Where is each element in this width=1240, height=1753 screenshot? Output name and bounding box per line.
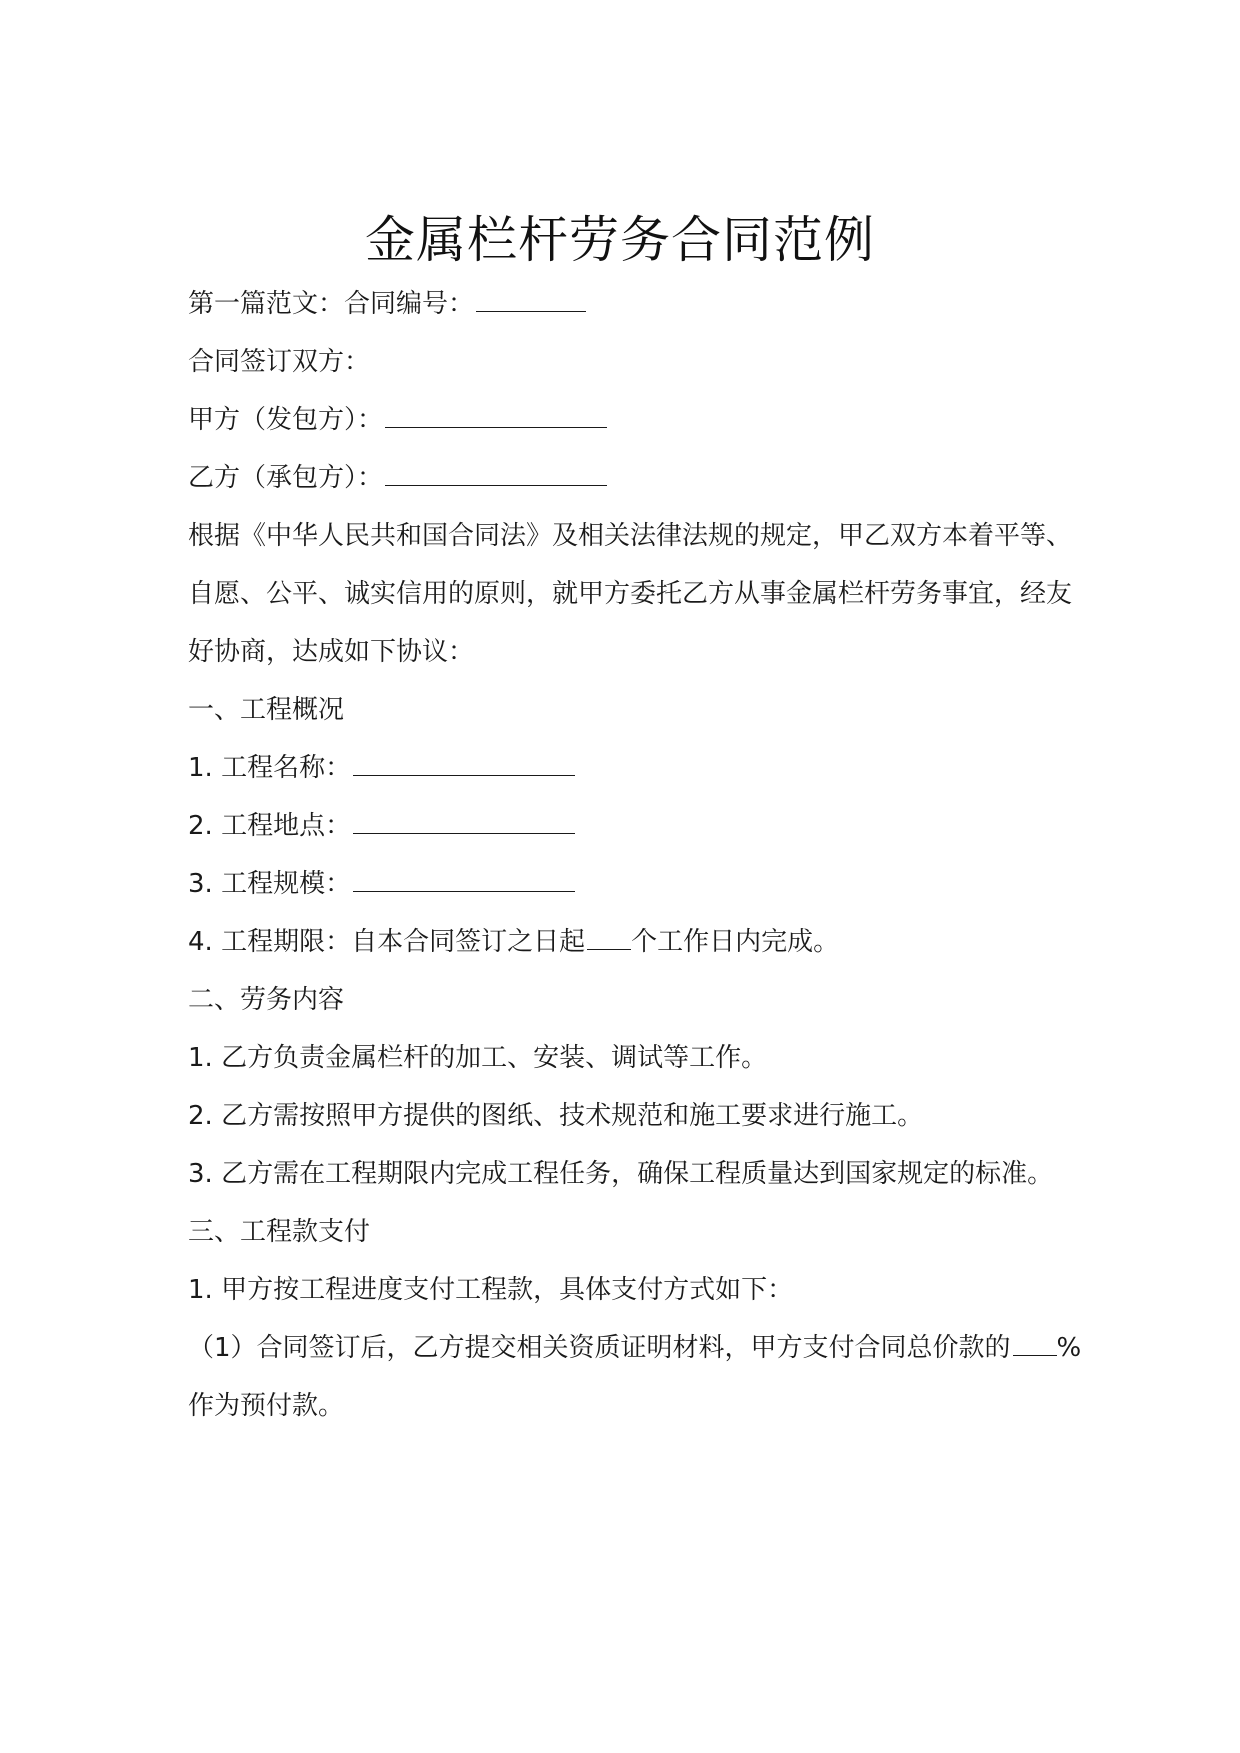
party-b-label: 乙方（承包方）：	[188, 463, 384, 493]
preamble-text-2: 自愿、公平、诚实信用的原则，就甲方委托乙方从事金属栏杆劳务事宜，经友	[188, 579, 1073, 609]
project-scale-blank	[353, 865, 575, 892]
preamble-line-3	[188, 632, 474, 672]
contract-number-label: 第一篇范文：合同编号：	[188, 289, 475, 319]
payment-item-1-text: 1. 甲方按工程进度支付工程款，具体支付方式如下：	[188, 1275, 794, 1305]
payment-item-1	[188, 1270, 793, 1310]
project-duration-blank	[587, 923, 631, 950]
project-duration-label: 4. 工程期限：自本合同签订之日起	[188, 927, 586, 957]
preamble-text-3: 好协商，达成如下协议：	[188, 637, 475, 667]
project-name-label: 1. 工程名称：	[188, 753, 352, 783]
project-location-blank	[353, 807, 575, 834]
payment-percent-sign: %	[1056, 1333, 1082, 1363]
party-a-blank	[385, 401, 607, 428]
section-2-heading	[188, 980, 344, 1020]
service-item-3	[188, 1154, 1053, 1194]
service-item-2-text: 2. 乙方需按照甲方提供的图纸、技术规范和施工要求进行施工。	[188, 1101, 924, 1131]
service-item-1	[188, 1038, 767, 1078]
party-a-label: 甲方（发包方）：	[188, 405, 384, 435]
parties-heading-text: 合同签订双方：	[188, 347, 371, 377]
preamble-line-2	[188, 574, 1072, 614]
party-a-line	[188, 400, 607, 440]
contract-number-blank	[476, 285, 586, 312]
section-1-heading	[188, 690, 344, 730]
party-b-line	[188, 458, 607, 498]
service-item-3-text: 3. 乙方需在工程期限内完成工程任务，确保工程质量达到国家规定的标准。	[188, 1159, 1054, 1189]
service-item-2	[188, 1096, 923, 1136]
payment-subitem-1-text: （1）合同签订后，乙方提交相关资质证明材料，甲方支付合同总价款的	[188, 1333, 1011, 1363]
section-2-heading-text: 二、劳务内容	[188, 985, 345, 1015]
preamble-text-1: 根据《中华人民共和国合同法》及相关法律法规的规定，甲乙双方本着平等、	[188, 521, 1073, 551]
payment-percent-blank	[1013, 1329, 1057, 1356]
project-duration-line	[188, 922, 839, 962]
payment-subitem-1-cont-text: 作为预付款。	[188, 1391, 345, 1421]
contract-number-line	[188, 284, 586, 324]
section-3-heading	[188, 1212, 370, 1252]
project-scale-line	[188, 864, 575, 904]
payment-subitem-1	[188, 1328, 1081, 1368]
service-item-1-text: 1. 乙方负责金属栏杆的加工、安装、调试等工作。	[188, 1043, 768, 1073]
preamble-line-1	[188, 516, 1072, 556]
document-title: 金属栏杆劳务合同范例	[365, 211, 875, 269]
project-name-line	[188, 748, 575, 788]
section-1-heading-text: 一、工程概况	[188, 695, 345, 725]
project-duration-suffix: 个工作日内完成。	[631, 927, 840, 957]
parties-heading	[188, 342, 370, 382]
project-location-line	[188, 806, 575, 846]
project-location-label: 2. 工程地点：	[188, 811, 352, 841]
project-name-blank	[353, 749, 575, 776]
payment-subitem-1-cont	[188, 1386, 344, 1426]
project-scale-label: 3. 工程规模：	[188, 869, 352, 899]
party-b-blank	[385, 459, 607, 486]
section-3-heading-text: 三、工程款支付	[188, 1217, 371, 1247]
